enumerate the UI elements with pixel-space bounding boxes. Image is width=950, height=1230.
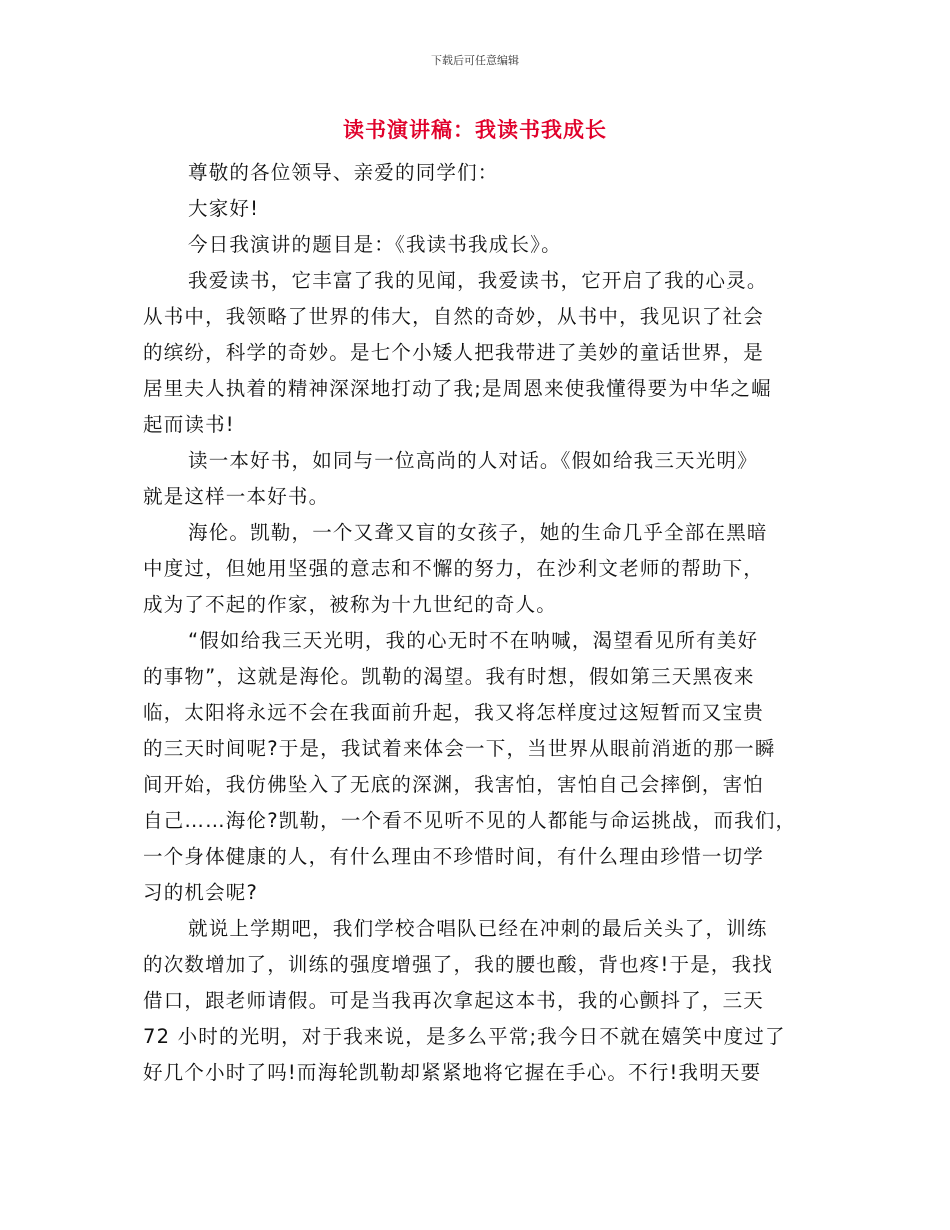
paragraph-line: 的次数增加了，训练的强度增强了，我的腰也酸，背也疼!于是，我找 — [143, 953, 774, 976]
paragraph-first-line: 就说上学期吧，我们学校合唱队已经在冲刺的最后关头了，训练 — [188, 917, 768, 940]
paragraph-line: 的三天时间呢?于是，我试着来体会一下，当世界从眼前消逝的那一瞬 — [143, 737, 776, 760]
paragraph-line: 习的机会呢? — [143, 881, 259, 904]
paragraph-line: 起而读书! — [143, 413, 235, 436]
paragraph-line: 从书中，我领略了世界的伟大，自然的奇妙，从书中，我见识了社会 — [143, 305, 765, 328]
paragraph-line: 好几个小时了吗!而海轮凯勒却紧紧地将它握在手心。不行!我明天要 — [143, 1061, 762, 1084]
paragraph-line: 72 小时的光明，对于我来说，是多么平常;我今日不就在嬉笑中度过了 — [143, 1025, 786, 1048]
paragraph-line: 居里夫人执着的精神深深地打动了我;是周恩来使我懂得要为中华之崛 — [143, 377, 772, 400]
page-header: 下载后可任意编辑 — [431, 54, 519, 67]
paragraph-line: 自己……海伦?凯勒，一个看不见听不见的人都能与命运挑战，而我们， — [143, 809, 797, 832]
paragraph-first-line: 海伦。凯勒，一个又聋又盲的女孩子，她的生命几乎全部在黑暗 — [188, 521, 768, 544]
paragraph-first-line: 大家好! — [188, 197, 260, 220]
paragraph-line: 借口，跟老师请假。可是当我再次拿起这本书，我的心颤抖了，三天 — [143, 989, 765, 1012]
paragraph-first-line: 今日我演讲的题目是：《我读书我成长》。 — [188, 233, 562, 256]
paragraph-line: 间开始，我仿佛坠入了无底的深渊，我害怕，害怕自己会摔倒，害怕 — [143, 773, 765, 796]
document-title: 读书演讲稿：我读书我成长 — [343, 117, 607, 142]
paragraph-first-line: 尊敬的各位领导、亲爱的同学们： — [188, 161, 499, 184]
paragraph-line: 的缤纷，科学的奇妙。是七个小矮人把我带进了美妙的童话世界，是 — [143, 341, 765, 364]
paragraph-line: 成为了不起的作家，被称为十九世纪的奇人。 — [143, 593, 558, 616]
paragraph-line: 临，太阳将永远不会在我面前升起，我又将怎样度过这短暂而又宝贵 — [143, 701, 765, 724]
paragraph-first-line: 我爱读书，它丰富了我的见闻，我爱读书，它开启了我的心灵。 — [188, 269, 768, 292]
paragraph-line: 的事物”，这就是海伦。凯勒的渴望。我有时想，假如第三天黑夜来 — [143, 665, 755, 688]
document-body — [143, 155, 815, 1091]
paragraph-line: 一个身体健康的人，有什么理由不珍惜时间，有什么理由珍惜一切学 — [143, 845, 765, 868]
paragraph-first-line: 读一本好书，如同与一位高尚的人对话。《假如给我三天光明》 — [188, 449, 758, 472]
paragraph-line: 就是这样一本好书。 — [143, 485, 330, 508]
paragraph-first-line: “假如给我三天光明，我的心无时不在呐喊，渴望看见所有美好 — [188, 629, 759, 652]
paragraph-line: 中度过，但她用坚强的意志和不懈的努力，在沙利文老师的帮助下， — [143, 557, 765, 580]
